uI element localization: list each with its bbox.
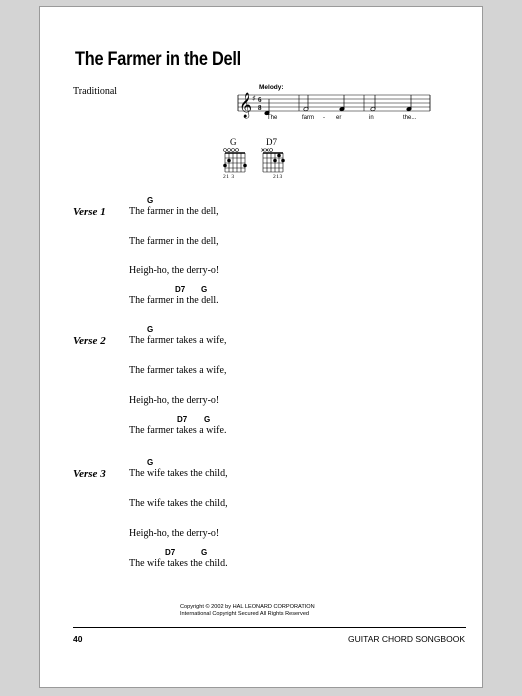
chord-symbol: G bbox=[147, 325, 154, 334]
composer-credit: Traditional bbox=[73, 86, 118, 97]
chord-symbol: D7 bbox=[165, 548, 176, 557]
chord-symbol: G bbox=[147, 458, 154, 467]
melody-syllable: - bbox=[323, 115, 325, 121]
melody-syllable: er bbox=[336, 115, 342, 121]
melody-syllable: the... bbox=[403, 115, 417, 121]
svg-text:8: 8 bbox=[258, 104, 262, 112]
lyric-line: The wife takes the child, bbox=[129, 498, 228, 509]
chord-symbol: D7 bbox=[175, 285, 186, 294]
sheet-page bbox=[39, 6, 483, 688]
sharp-sign-icon: ♯ bbox=[252, 94, 256, 103]
lyric-line: Heigh-ho, the derry-o! bbox=[129, 265, 220, 276]
lyric-line: The farmer takes a wife. bbox=[129, 425, 227, 436]
copyright-line: Copyright © 2002 by HAL LEONARD CORPORATION bbox=[180, 604, 315, 610]
footer-rule bbox=[73, 627, 466, 628]
chord-symbol: G bbox=[204, 415, 211, 424]
lyric-line: The farmer in the dell, bbox=[129, 236, 219, 247]
lyric-line: The farmer in the dell. bbox=[129, 295, 219, 306]
chord-symbol: G bbox=[201, 285, 208, 294]
chord-diagram-name: D7 bbox=[266, 137, 277, 147]
chord-symbol: G bbox=[147, 196, 154, 205]
lyric-line: Heigh-ho, the derry-o! bbox=[129, 395, 220, 406]
verse-label: Verse 1 bbox=[73, 206, 106, 218]
copyright-line: International Copyright Secured All Rights Reserved bbox=[180, 611, 310, 617]
lyric-line: Heigh-ho, the derry-o! bbox=[129, 528, 220, 539]
chord-diagram-name: G bbox=[230, 137, 237, 147]
chord-diagram-d7 bbox=[261, 148, 285, 173]
lyric-line: The wife takes the child, bbox=[129, 468, 228, 479]
treble-clef-icon: 𝄞 bbox=[239, 93, 253, 118]
svg-text:6: 6 bbox=[258, 96, 262, 104]
chord-symbol: G bbox=[201, 548, 208, 557]
chord-fingering: 213 bbox=[273, 174, 283, 180]
lyric-line: The farmer takes a wife, bbox=[129, 335, 227, 346]
melody-syllable: farm bbox=[302, 115, 314, 121]
chord-symbol: D7 bbox=[177, 415, 188, 424]
melody-syllable: The bbox=[267, 115, 278, 121]
chord-diagram-g bbox=[223, 148, 247, 173]
page-number: 40 bbox=[73, 634, 83, 644]
book-title: GUITAR CHORD SONGBOOK bbox=[348, 634, 465, 644]
melody-syllable: in bbox=[369, 115, 374, 121]
lyric-line: The farmer in the dell, bbox=[129, 206, 219, 217]
verse-label: Verse 3 bbox=[73, 468, 106, 480]
melody-label: Melody: bbox=[259, 84, 284, 91]
lyric-line: The wife takes the child. bbox=[129, 558, 228, 569]
verse-label: Verse 2 bbox=[73, 335, 106, 347]
song-title: The Farmer in the Dell bbox=[75, 49, 241, 70]
lyric-line: The farmer takes a wife, bbox=[129, 365, 227, 376]
chord-fingering: 21 3 bbox=[223, 174, 235, 180]
